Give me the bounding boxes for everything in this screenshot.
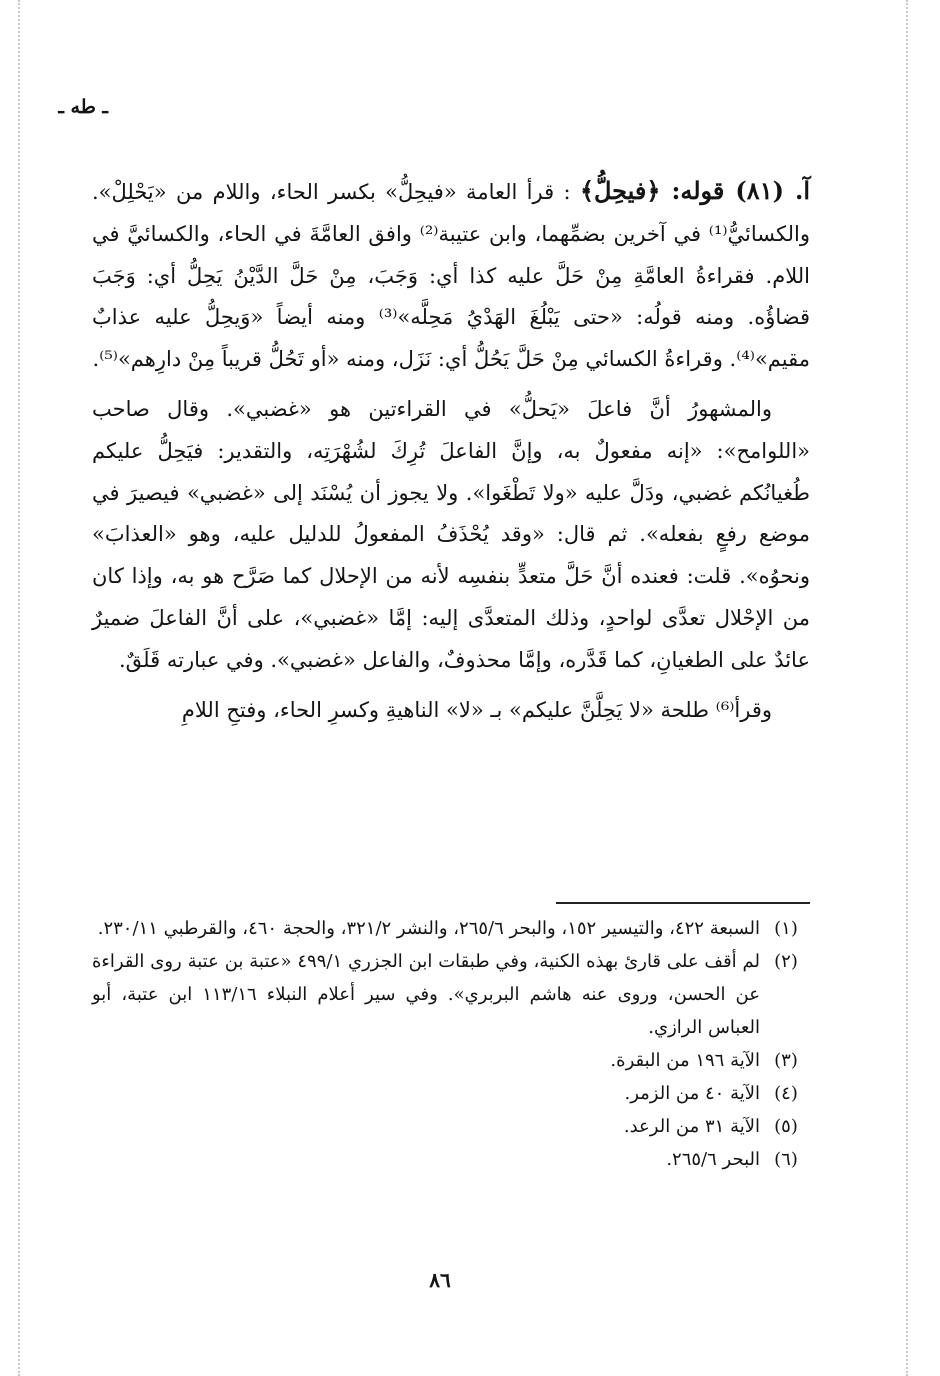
footnotes	[92, 912, 812, 1176]
footnote-separator	[556, 902, 810, 904]
footnote-number: (١)	[774, 918, 798, 939]
footnote-text: السبعة ٤٢٢، والتيسير ١٥٢، والبحر ٢٦٥/٦، والنشر ٣٢١/٢، والحجة ٤٦٠، والقرطبي ٢٣٠/١١.	[97, 918, 760, 939]
footnote-text: الآية ٣١ من الرعد.	[623, 1116, 760, 1137]
footnote-text: البحر ٢٦٥/٦.	[666, 1149, 760, 1170]
verse-lead: آ. (٨١) قوله: ﴿فيحِلُّ﴾	[579, 176, 810, 205]
footnote-text: لم أقف على قارئ بهذه الكنية، وفي طبقات ابن الجزري ٤٩٩/١ «عتبة بن عتبة روى القراءة عن الحسن، وروى عنه هاشم البربري». وفي سير أعلام النبلاء ١١٣/١٦ ابن عتبة، أبو العباس الرازي.	[92, 951, 760, 1038]
page-number: ٨٦	[429, 1268, 451, 1292]
paragraph-2: والمشهورُ أنَّ فاعلَ «يَحلُّ» في القراءتين هو «غضبي». وقال صاحب «اللوامح»: «إنه مفعولٌ به، وإنَّ الفاعلَ تُرِكَ لشُهْرَتِه، والتقدير: فيَحِلُّ عليكم طُغيانُكم غضبي، ودَلَّ عليه «ولا تَطْغَوا». ولا يجوز أن يُسْنَد إلى «غضبي» فيصيرَ في موضع رفعٍ بفعله». ثم قال: «وقد يُحْذَفُ المفعولُ للدليل عليه، وهو «العذابَ» ونحوُه». قلت: فعنده أنَّ حَلَّ متعدٍّ بنفسِه لأنه من الإحلال كما صَرَّح هو به، وإذا كان من الإحْلال تعدَّى لواحدٍ، وذلك المتعدَّى إليه: إمَّا «غضبي»، على أنَّ الفاعلَ ضميرٌ عائدٌ على الطغيانِ، كما قَدَّره، وإمَّا محذوفٌ، والفاعل «غضبي». وفي عبارته قَلَقٌ.	[92, 396, 810, 672]
scan-edge-right	[906, 0, 908, 1376]
main-text	[92, 170, 810, 731]
footnote	[92, 1044, 812, 1077]
footnote-text: الآية ١٩٦ من البقرة.	[610, 1050, 760, 1071]
paragraph-3: وقرأ⁽⁶⁾ طلحة «لا يَحِلَّنَّ عليكم» بـ «لا» الناهيةِ وكسرِ الحاء، وفتحِ اللامِ	[181, 697, 772, 722]
footnote	[92, 912, 812, 945]
running-head: ـ طه ـ	[58, 96, 108, 118]
footnote-number: (٢)	[774, 951, 798, 972]
footnote-text: الآية ٤٠ من الزمر.	[624, 1083, 760, 1104]
footnote-number: (٦)	[774, 1149, 798, 1170]
footnote	[92, 1110, 812, 1143]
footnote	[92, 1077, 812, 1110]
footnote-number: (٣)	[774, 1050, 798, 1071]
footnote-number: (٤)	[774, 1083, 798, 1104]
paragraph-1	[92, 170, 810, 381]
footnote	[92, 945, 812, 1044]
footnote	[92, 1143, 812, 1176]
scan-edge-left	[18, 0, 20, 1376]
paragraph-1-text: : قرأ العامة «فيحِلُّ» بكسر الحاء، واللام من «يَحْلِلْ». والكسائيُّ⁽¹⁾ في آخرين بضمِّهما، وابن عتيبة⁽²⁾ وافق العامَّةَ في الحاء، والكسائيَّ في اللام. فقراءةُ العامَّةِ مِنْ حَلَّ عليه كذا أي: وَجَبَ، مِنْ حَلَّ الدَّيْنُ يَحِلُّ أي: وَجَبَ قضاؤُه. ومنه قولُه: «حتى يَبْلُغَ الهَدْيُ مَحِلَّه»⁽³⁾ ومنه أيضاً «وَيحِلُّ عليه عذابٌ مقيم»⁽⁴⁾. وقراءةُ الكسائي مِنْ حَلَّ يَحُلُّ أي: نَزَل، ومنه «أو تَحُلُّ قريباً مِنْ دارِهم»⁽⁵⁾.	[92, 180, 810, 372]
footnote-number: (٥)	[774, 1116, 798, 1137]
